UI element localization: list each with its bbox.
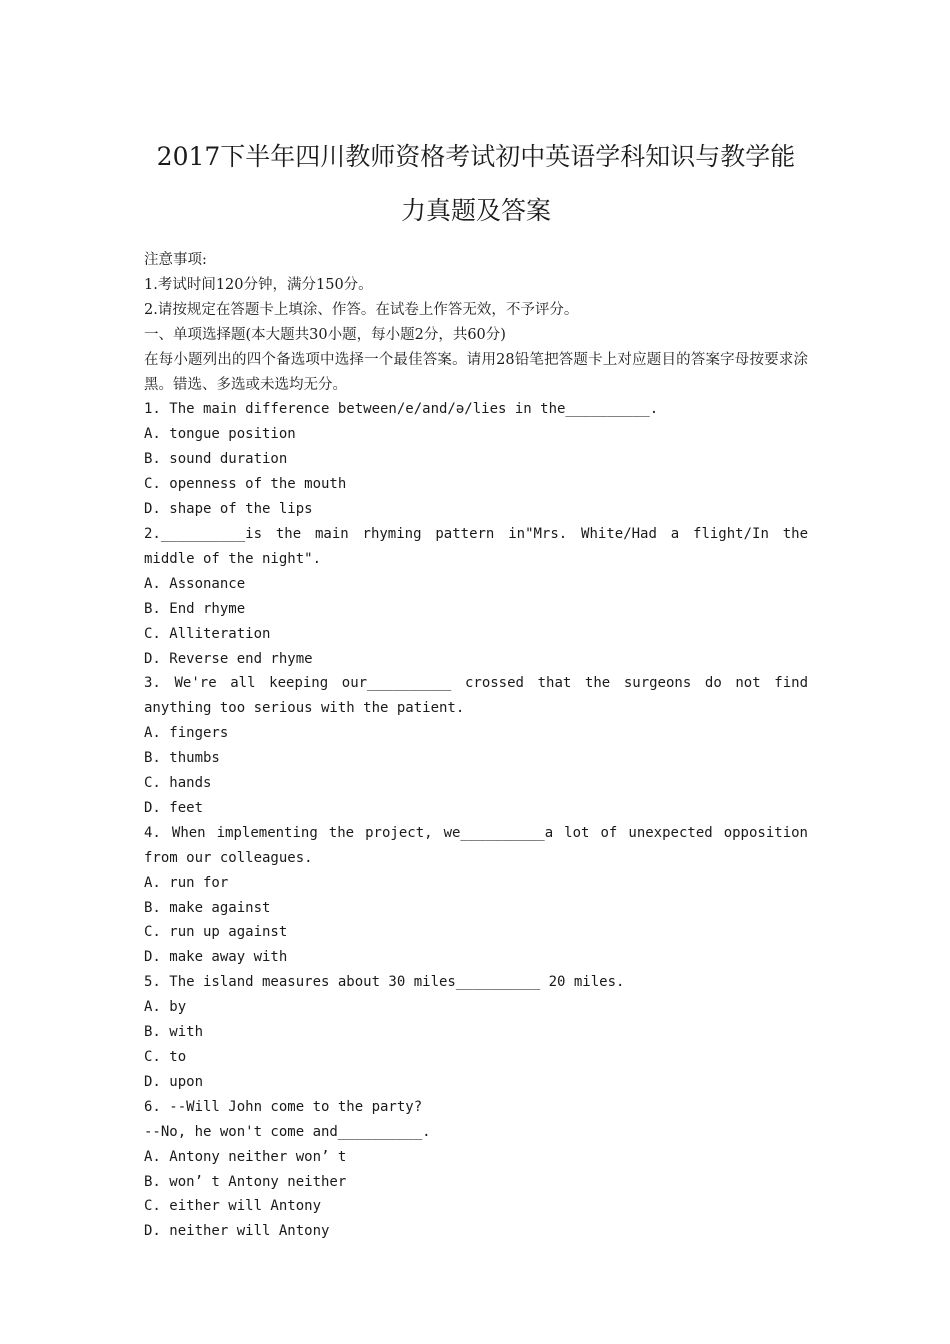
notes-item-2: 2.请按规定在答题卡上填涂、作答。在试卷上作答无效，不予评分。 — [144, 301, 579, 318]
question-1 — [144, 397, 808, 522]
option-b: B. won’ t Antony neither — [144, 1173, 347, 1190]
option-d: D. upon — [144, 1073, 204, 1090]
option-c: C. run up against — [144, 924, 288, 941]
section-heading: 一、单项选择题(本大题共30小题，每小题2分，共60分) — [144, 326, 506, 343]
option-a: A. fingers — [144, 725, 229, 742]
option-b: B. make against — [144, 899, 271, 916]
question-stem: 6. --Will John come to the party? — [144, 1098, 423, 1115]
notes-heading: 注意事项: — [144, 252, 207, 268]
title-line-1: 2017下半年四川教师资格考试初中英语学科知识与教学能 — [156, 142, 796, 171]
question-3 — [144, 671, 808, 820]
notes-section — [144, 248, 808, 397]
option-c: C. to — [144, 1049, 187, 1065]
option-a: A. run for — [144, 874, 229, 891]
notes-item-1: 1.考试时间120分钟，满分150分。 — [144, 276, 373, 293]
document-page — [144, 130, 808, 1244]
option-a: A. Antony neither won’ t — [144, 1148, 347, 1165]
option-c: C. either will Antony — [144, 1198, 322, 1215]
question-stem: 2.__________is the main rhyming pattern in"Mrs. White/Had a flight/In the middle of the night". — [144, 525, 808, 567]
option-d: D. shape of the lips — [144, 501, 313, 518]
option-c: C. Alliteration — [144, 625, 271, 642]
questions-list — [144, 397, 808, 1244]
option-b: B. End rhyme — [144, 600, 246, 617]
question-stem: 1. The main difference between/e/and/ə/lies in the__________. — [144, 401, 659, 418]
option-d: D. neither will Antony — [144, 1223, 330, 1240]
question-stem: 3. We're all keeping our__________ crossed that the surgeons do not find anything too serious with the patient. — [144, 675, 808, 717]
question-5 — [144, 970, 808, 1095]
option-a: A. by — [144, 999, 187, 1016]
section-instruction: 在每小题列出的四个备选项中选择一个最佳答案。请用28铅笔把答题卡上对应题目的答案字母按要求涂黑。错选、多选或未选均无分。 — [144, 351, 808, 393]
option-d: D. make away with — [144, 949, 288, 966]
question-2 — [144, 522, 808, 671]
option-b: B. sound duration — [144, 451, 288, 468]
option-b: B. thumbs — [144, 750, 220, 767]
option-b: B. with — [144, 1024, 204, 1041]
option-d: D. Reverse end rhyme — [144, 650, 313, 667]
question-6 — [144, 1095, 808, 1244]
question-stem-reply: --No, he won't come and__________. — [144, 1123, 431, 1140]
option-a: A. tongue position — [144, 426, 296, 443]
question-stem: 5. The island measures about 30 miles__________ 20 miles. — [144, 974, 625, 991]
question-4 — [144, 821, 808, 970]
document-title — [144, 130, 808, 238]
question-stem: 4. When implementing the project, we__________a lot of unexpected opposition from our colleagues. — [144, 824, 808, 866]
option-c: C. openness of the mouth — [144, 476, 347, 493]
option-a: A. Assonance — [144, 575, 246, 592]
title-line-2: 力真题及答案 — [400, 196, 551, 225]
option-d: D. feet — [144, 799, 204, 816]
option-c: C. hands — [144, 775, 212, 792]
